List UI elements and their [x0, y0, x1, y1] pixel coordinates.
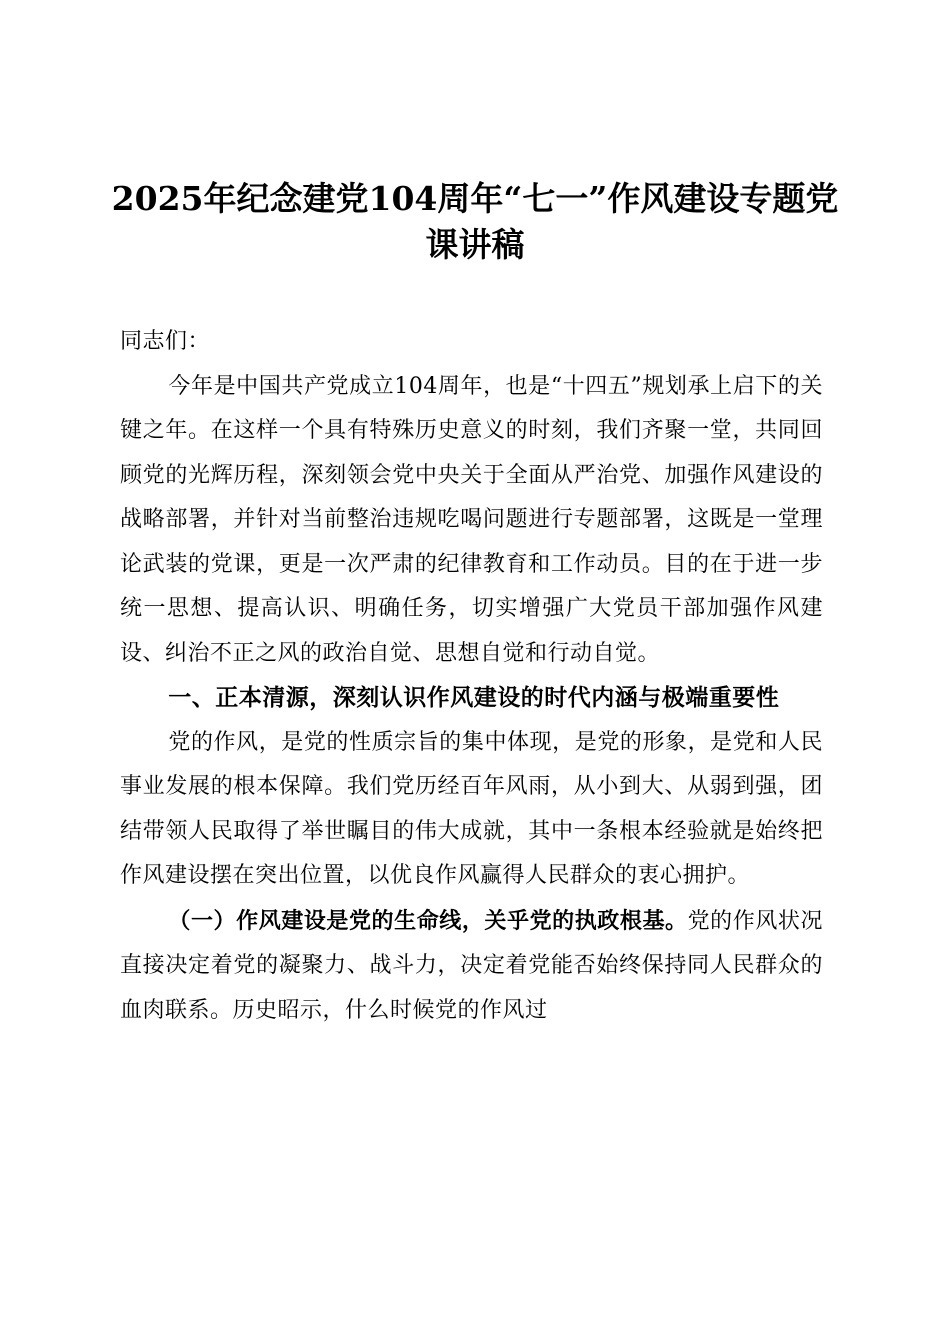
- paragraph: [120, 899, 823, 1034]
- salutation: 同志们：: [120, 329, 211, 354]
- paragraph: 今年是中国共产党成立104周年，也是“十四五”规划承上启下的关键之年。在这样一个具有特殊历史意义的时刻，我们齐聚一堂，共同回顾党的光辉历程，深刻领会党中央关于全面从严治党、加强作风建设的战略部署，并针对当前整治违规吃喝问题进行专题部署，这既是一堂理论武装的党课，更是一次严肃的纪律教育和工作动员。目的在于进一步统一思想、提高认识、明确任务，切实增强广大党员干部加强作风建设、纠治不正之风的政治自觉、思想自觉和行动自觉。: [120, 373, 823, 666]
- section-heading: 一、正本清源，深刻认识作风建设的时代内涵与极端重要性: [168, 685, 780, 711]
- document-title: 2025年纪念建党104周年“七一”作风建设专题党课讲稿: [111, 179, 839, 264]
- paragraph-text: 党的作风状况直接决定着党的凝聚力、战斗力，决定着党能否始终保持同人民群众的血肉联系。历史昭示，什么时候党的作风过: [120, 908, 823, 1023]
- document-body: [120, 320, 823, 1033]
- sub-heading: （一）作风建设是党的生命线，关乎党的执政根基。: [168, 907, 688, 934]
- paragraph: 党的作风，是党的性质宗旨的集中体现，是党的形象，是党和人民事业发展的根本保障。我们党历经百年风雨，从小到大、从弱到强，团结带领人民取得了举世瞩目的伟大成就，其中一条根本经验就是始终把作风建设摆在突出位置，以优良作风赢得人民群众的衷心拥护。: [120, 729, 823, 888]
